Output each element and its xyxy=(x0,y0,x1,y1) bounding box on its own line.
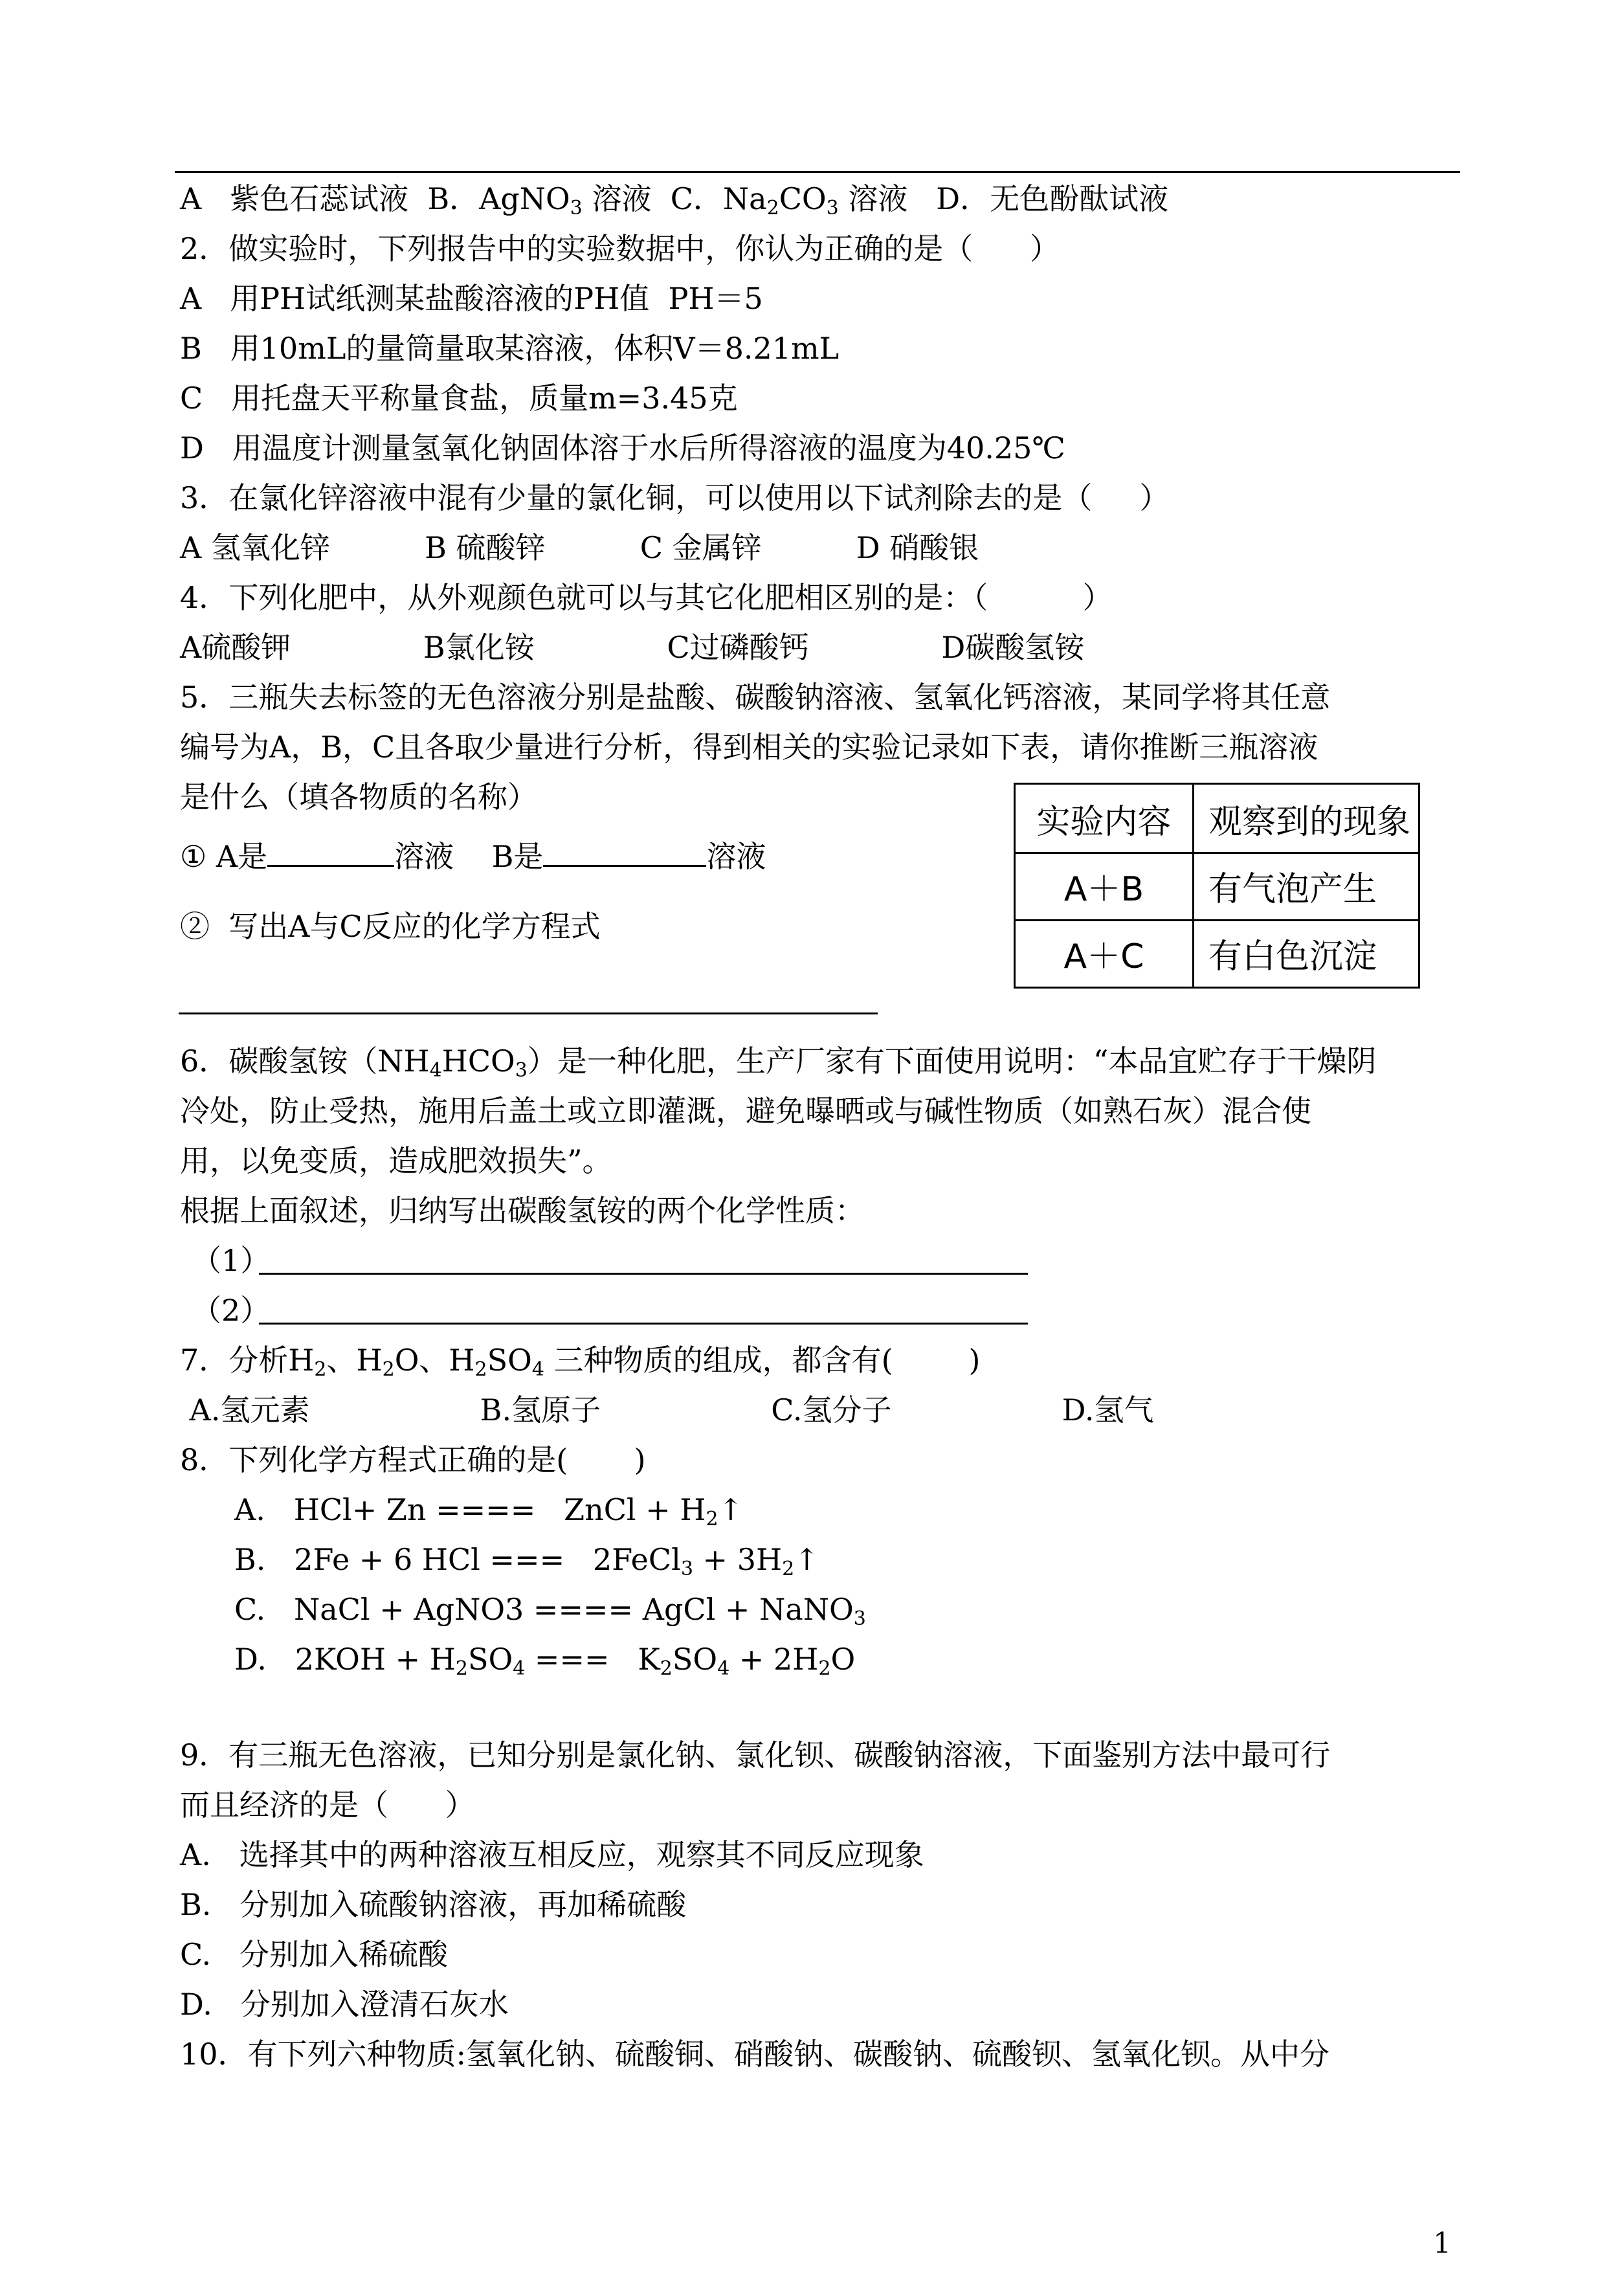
table-cell: 有气泡产生 xyxy=(1208,869,1377,909)
q4-stem: 4．下列化肥中，从外观颜色就可以与其它化肥相区别的是：（ ） xyxy=(180,580,1113,615)
q5-stem-line3: 是什么（填各物质的名称） xyxy=(180,779,537,814)
table-header-cell: 观察到的现象 xyxy=(1208,802,1411,842)
q10-stem: 10．有下列六种物质:氢氧化钠、硫酸铜、硝酸钠、碳酸钠、硫酸钡、氢氧化钡。从中分 xyxy=(180,2037,1330,2072)
q6-prompt: 根据上面叙述，归纳写出碳酸氢铵的两个化学性质： xyxy=(180,1193,865,1228)
q2-option-c: C 用托盘天平称量食盐，质量m=3.45克 xyxy=(180,381,738,416)
answer-line-2[interactable] xyxy=(259,1323,1028,1325)
q8-option-c: C. NaCl + AgNO3 ==== AgCl + NaNO$_3$ xyxy=(234,1592,866,1630)
q2-option-a: A 用PH试纸测某盐酸溶液的PH值 PH＝5 xyxy=(180,281,763,316)
q4-options: A硫酸钾 B氯化铵 C过磷酸钙 D碳酸氢铵 xyxy=(180,630,1085,665)
q9-option-a: A. 选择其中的两种溶液互相反应，观察其不同反应现象 xyxy=(180,1837,924,1872)
table-header-row xyxy=(1016,785,1418,854)
table-cell: A＋C xyxy=(1016,919,1194,987)
q9-option-c: C. 分别加入稀硫酸 xyxy=(180,1937,449,1972)
answer-blank-b[interactable] xyxy=(543,839,706,867)
q9-option-b: B. 分别加入硫酸钠溶液，再加稀硫酸 xyxy=(180,1887,687,1922)
q8-option-d: D. $2KOH + H_2SO_4$ === $K_2SO_4 + 2H_2O$ xyxy=(234,1642,856,1680)
answer-line-1[interactable] xyxy=(259,1273,1028,1275)
q3-stem: 3．在氯化锌溶液中混有少量的氯化铜，可以使用以下试剂除去的是（ ） xyxy=(180,480,1170,515)
experiment-table xyxy=(1014,783,1420,989)
q6-answer-label-2: （2） xyxy=(192,1293,271,1328)
q6-stem-line1: 6．碳酸氢铵$(NH_4HCO_3)$是一种化肥，生产厂家有下面使用说明：“本品宜贮存于干燥阴 xyxy=(180,1044,1377,1082)
q9-option-d: D. 分别加入澄清石灰水 xyxy=(180,1987,509,2022)
q5-part2: ② 写出A与C反应的化学方程式 xyxy=(180,909,601,944)
table-header-cell: 实验内容 xyxy=(1016,785,1194,852)
q9-stem-line1: 9．有三瓶无色溶液，已知分别是氯化钠、氯化钡、碳酸钠溶液，下面鉴别方法中最可行 xyxy=(180,1738,1331,1773)
q7-stem: 7．分析$H_2$、$H_2O$、$H_2SO_4$ 三种物质的组成，都含有( ) xyxy=(180,1343,981,1381)
q8-stem: 8．下列化学方程式正确的是( ) xyxy=(180,1442,646,1477)
table-row xyxy=(1016,852,1418,921)
table-row xyxy=(1016,919,1418,987)
q5-stem-line2: 编号为A，B，C且各取少量进行分析，得到相关的实验记录如下表，请你推断三瓶溶液 xyxy=(180,730,1318,765)
q7-options: A.氢元素 B.氢原子 C.氢分子 D.氢气 xyxy=(180,1393,1154,1427)
q9-stem-line2: 而且经济的是（ ） xyxy=(180,1787,475,1822)
q2-stem: 2．做实验时，下列报告中的实验数据中，你认为正确的是（ ） xyxy=(180,231,1060,266)
table-cell: A＋B xyxy=(1016,852,1194,919)
q6-stem-line2: 冷处，防止受热，施用后盖土或立即灌溉，避免曝晒或与碱性物质（如熟石灰）混合使 xyxy=(180,1093,1311,1128)
answer-blank-a[interactable] xyxy=(267,839,394,867)
q5-stem-line1: 5．三瓶失去标签的无色溶液分别是盐酸、碳酸钠溶液、氢氧化钙溶液，某同学将其任意 xyxy=(180,680,1331,715)
q3-options: A 氢氧化锌 B 硫酸锌 C 金属锌 D 硝酸银 xyxy=(180,530,979,565)
q2-option-d: D 用温度计测量氢氧化钠固体溶于水后所得溶液的温度为40.25℃ xyxy=(180,431,1065,465)
answer-line-equation[interactable] xyxy=(179,1012,878,1014)
q1-options: A 紫色石蕊试液 B．AgNO$_3$ 溶液 C．$Na_2CO_3$ 溶液 D．无色酚酞试液 xyxy=(180,181,1169,219)
q8-option-b: B. 2Fe + 6 HCl === 2FeCl$_3$ + $3H_2↑$ xyxy=(234,1542,819,1580)
q6-answer-label-1: （1） xyxy=(192,1243,271,1278)
q8-option-a: A. HCl+ Zn ==== ZnCl + $H_2↑$ xyxy=(234,1492,744,1530)
q5-part1: ① A是 溶液 B是 溶液 xyxy=(180,839,766,874)
table-cell: 有白色沉淀 xyxy=(1208,937,1377,976)
top-rule xyxy=(175,171,1460,173)
page-number: 1 xyxy=(1433,2227,1451,2260)
q6-stem-line3: 用，以免变质，造成肥效损失”。 xyxy=(180,1143,612,1178)
q2-option-b: B 用10mL的量筒量取某溶液，体积V＝8.21mL xyxy=(180,331,840,366)
